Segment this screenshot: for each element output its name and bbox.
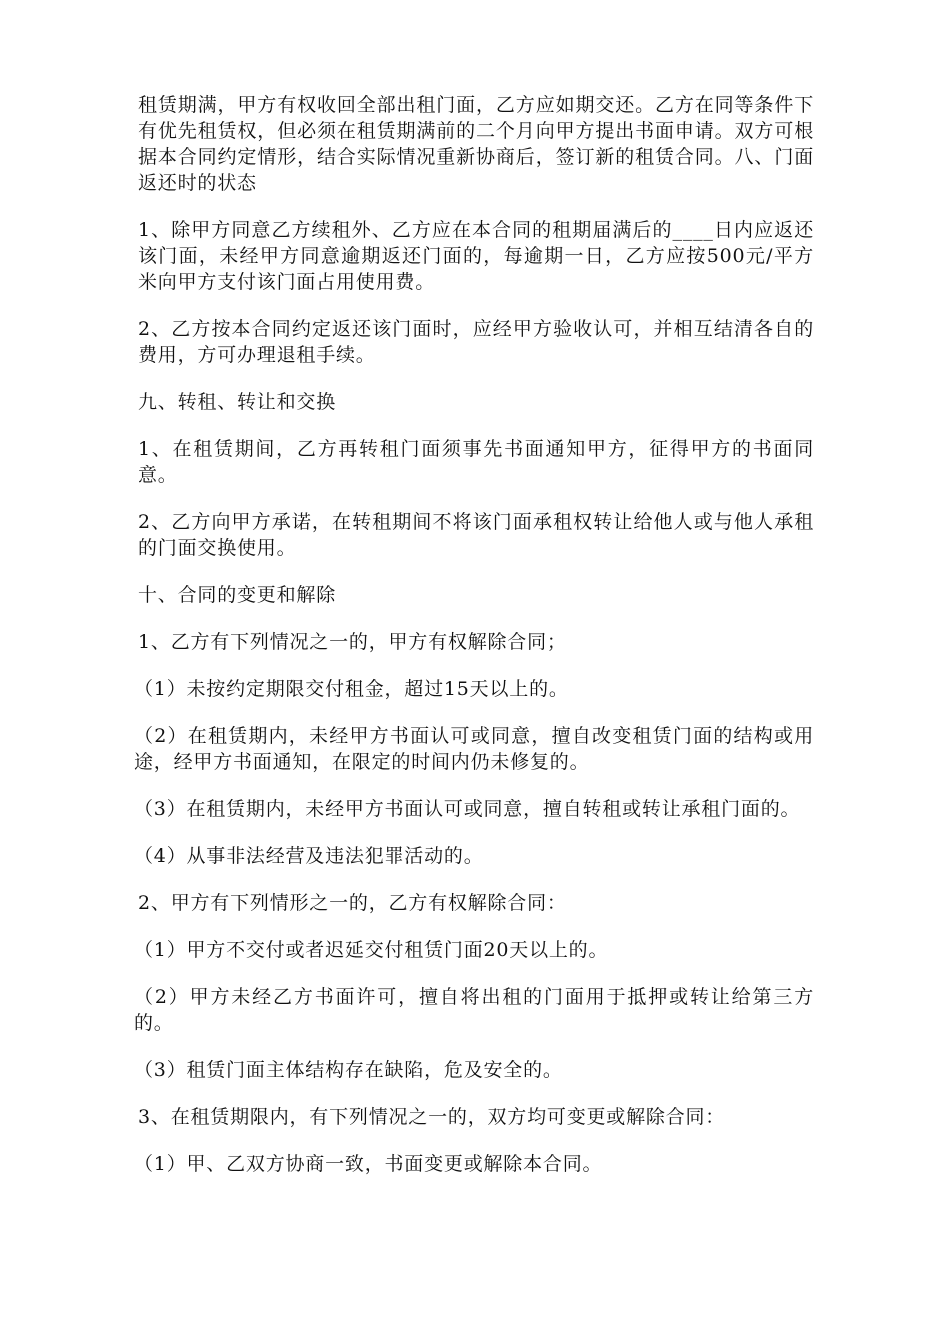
section-heading-termination: 十、合同的变更和解除	[138, 584, 337, 606]
list-item: （1）甲、乙双方协商一致，书面变更或解除本合同。	[134, 1153, 603, 1175]
paragraph-mutual-change: 3、在租赁期限内，有下列情况之一的，双方均可变更或解除合同：	[138, 1106, 726, 1128]
paragraph-return-deadline: 1、除甲方同意乙方续租外、乙方应在本合同的租期届满后的____日内应返还该门面，未经甲方同意逾期返还门面的，每逾期一日，乙方应按500元/平方米向甲方支付该门面占用使用费。	[138, 219, 814, 293]
section-heading-sublease: 九、转租、转让和交换	[138, 391, 337, 413]
paragraph-tenant-breach: 1、乙方有下列情况之一的，甲方有权解除合同；	[138, 631, 567, 653]
paragraph-return-inspection: 2、乙方按本合同约定返还该门面时，应经甲方验收认可，并相互结清各自的费用，方可办理退租手续。	[138, 318, 814, 366]
list-item: （1）甲方不交付或者迟延交付租赁门面20天以上的。	[134, 939, 609, 961]
list-item: （3）在租赁期内，未经甲方书面认可或同意，擅自转租或转让承租门面的。	[134, 798, 801, 820]
paragraph-sublease-notice: 1、在租赁期间，乙方再转租门面须事先书面通知甲方，征得甲方的书面同意。	[138, 438, 814, 486]
list-item: （3）租赁门面主体结构存在缺陷，危及安全的。	[134, 1059, 563, 1081]
list-item: （2）甲方未经乙方书面许可，擅自将出租的门面用于抵押或转让给第三方的。	[134, 986, 814, 1034]
list-item: （1）未按约定期限交付租金，超过15天以上的。	[134, 678, 569, 700]
list-item: （2）在租赁期内，未经甲方书面认可或同意，擅自改变租赁门面的结构或用途，经甲方书面通知，在限定的时间内仍未修复的。	[134, 725, 814, 773]
list-item: （4）从事非法经营及违法犯罪活动的。	[134, 845, 484, 867]
paragraph-landlord-breach: 2、甲方有下列情形之一的，乙方有权解除合同：	[138, 892, 567, 914]
paragraph-sublease-promise: 2、乙方向甲方承诺，在转租期间不将该门面承租权转让给他人或与他人承租的门面交换使用。	[138, 511, 814, 559]
paragraph-lease-expiry: 租赁期满，甲方有权收回全部出租门面，乙方应如期交还。乙方在同等条件下有优先租赁权，但必须在租赁期满前的二个月向甲方提出书面申请。双方可根据本合同约定情形，结合实际情况重新协商后，签订新的租赁合同。八、门面返还时的状态	[138, 94, 814, 194]
document-page	[134, 92, 814, 1198]
